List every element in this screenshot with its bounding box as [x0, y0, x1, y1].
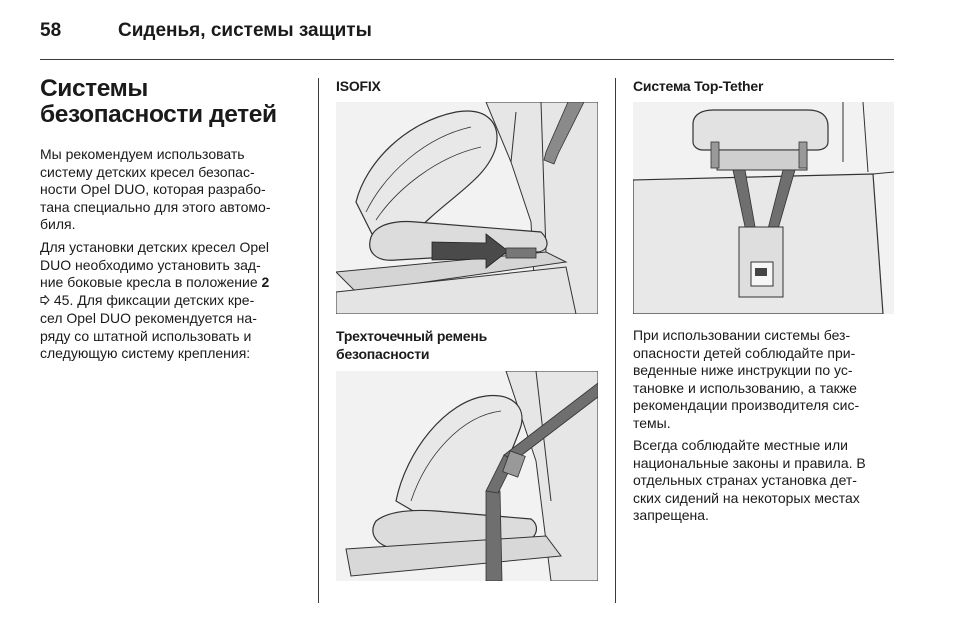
installation-paragraph [40, 239, 269, 363]
text-line: тановке и использованию, а также [633, 379, 857, 396]
arrow-right-icon[interactable] [40, 293, 50, 311]
text-line: При использовании системы без- [633, 327, 851, 343]
isofix-seat-drawing [336, 102, 598, 314]
text-line: опасности детей соблюдайте при- [633, 344, 856, 361]
page-number: 58 [40, 20, 62, 41]
text-line: отдельных странах установка дет- [633, 472, 857, 488]
text-line: ских сидений на некоторых местах [633, 489, 860, 506]
top-tether-heading: Система Top-Tether [633, 78, 764, 94]
three-point-belt-heading [336, 327, 487, 363]
three-point-belt-illustration [336, 371, 598, 581]
usage-paragraph [633, 327, 859, 432]
belt-seat-drawing [336, 371, 598, 581]
text-line: темы. [633, 414, 671, 431]
text-line: веденные ниже инструкции по ус- [633, 362, 853, 378]
section-title-line: Системы [40, 75, 148, 102]
text-line: национальные законы и правила. В [633, 454, 866, 471]
text-line: рекомендации производителя сис- [633, 397, 860, 413]
text-line-content: 45. Для фиксации детских кре- [53, 291, 255, 308]
intro-paragraph [40, 146, 271, 234]
isofix-illustration [336, 102, 598, 314]
column-divider-left [318, 78, 319, 603]
page-reference-number[interactable]: 2 [261, 274, 270, 290]
header-divider [40, 59, 894, 60]
text-line: сел Opel DUO рекомендуется на- [40, 310, 257, 326]
heading-line: Трехточечный ремень [336, 328, 487, 344]
text-line: ности Opel DUO, которая разрабо- [40, 181, 266, 197]
text-line: ряду со штатной использовать и [40, 327, 252, 344]
text-line: Мы рекомендуем использовать [40, 146, 245, 162]
top-tether-illustration [633, 102, 894, 314]
text-line: DUO необходимо установить зад- [40, 256, 261, 273]
text-line: следующую систему крепления: [40, 345, 251, 361]
running-header-title: Сиденья, системы защиты [118, 20, 372, 41]
column-divider-right [615, 78, 616, 603]
heading-line: безопасности [336, 346, 430, 362]
section-title-line: безопасности детей [40, 101, 277, 128]
text-line: систему детских кресел безопас- [40, 163, 255, 180]
text-line: Для установки детских кресел Opel [40, 239, 270, 255]
regulations-paragraph [633, 437, 866, 525]
text-line: запрещена. [633, 507, 709, 523]
text-line-content: ние боковые кресла в положение [40, 274, 258, 290]
text-line: биля. [40, 216, 76, 232]
text-line [40, 292, 269, 311]
isofix-heading: ISOFIX [336, 78, 381, 94]
text-line: тана специально для этого автомо- [40, 198, 271, 215]
tether-drawing [633, 102, 894, 314]
section-title [40, 76, 310, 128]
text-line [40, 274, 269, 292]
text-line: Всегда соблюдайте местные или [633, 437, 848, 453]
